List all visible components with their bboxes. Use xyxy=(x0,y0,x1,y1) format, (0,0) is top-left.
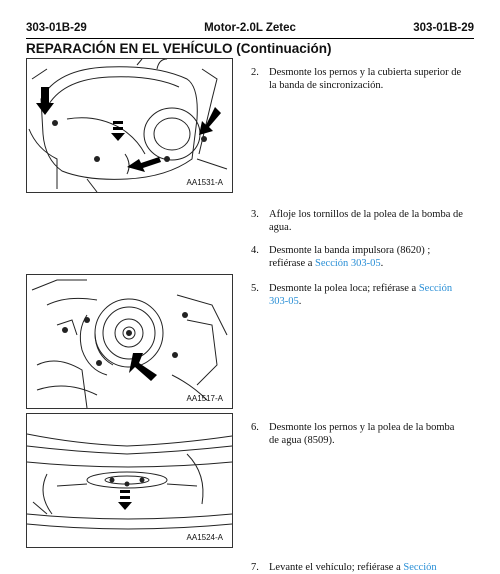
idler-pulley-illustration xyxy=(27,275,232,408)
section-title: REPARACIÓN EN EL VEHÍCULO (Continuación) xyxy=(26,41,332,56)
step-text: Desmonte la banda impulsora (8620) ; refiérase a xyxy=(269,245,431,269)
step-text-end: . xyxy=(298,296,302,307)
step-text: Desmonte la polea loca; refiérase a xyxy=(269,283,417,294)
section-link[interactable]: Sección 303-05 xyxy=(315,258,381,269)
step-item xyxy=(251,561,466,574)
water-pump-pulley-illustration xyxy=(27,414,232,547)
step-item xyxy=(251,421,466,447)
step-number: 5. xyxy=(251,283,259,294)
page-header xyxy=(26,22,474,38)
figure-code: AA1531-A xyxy=(186,178,223,187)
header-title: Motor-2.0L Zetec xyxy=(204,22,296,34)
figure-idler-pulley xyxy=(26,274,233,409)
step-item xyxy=(251,282,466,308)
step-item xyxy=(251,244,466,270)
header-rule xyxy=(26,38,474,39)
timing-belt-cover-illustration xyxy=(27,59,232,192)
step-text-end: . xyxy=(380,258,384,269)
step-item xyxy=(251,66,466,92)
step-text: Desmonte los pernos y la polea de la bomba de agua (8509). xyxy=(269,422,455,446)
header-page-left: 303-01B-29 xyxy=(26,22,87,34)
step-text: Levante el vehículo; refiérase a xyxy=(269,562,401,573)
section-link[interactable]: Sección 303-05 xyxy=(269,283,453,307)
step-number: 3. xyxy=(251,209,259,220)
step-number: 6. xyxy=(251,422,259,433)
figure-code: AA1517-A xyxy=(186,394,223,403)
header-page-right: 303-01B-29 xyxy=(413,22,474,34)
step-number: 7. xyxy=(251,562,259,573)
step-number: 2. xyxy=(251,67,259,78)
step-text: Afloje los tornillos de la polea de la bomba de agua. xyxy=(269,209,463,233)
figure-water-pump-pulley xyxy=(26,413,233,548)
figure-timing-cover xyxy=(26,58,233,193)
step-text: Desmonte los pernos y la cubierta superior de la banda de sincronización. xyxy=(269,67,462,91)
section-link[interactable]: Sección xyxy=(403,562,437,573)
figure-code: AA1524-A xyxy=(186,533,223,542)
step-item xyxy=(251,208,466,234)
step-number: 4. xyxy=(251,245,259,256)
